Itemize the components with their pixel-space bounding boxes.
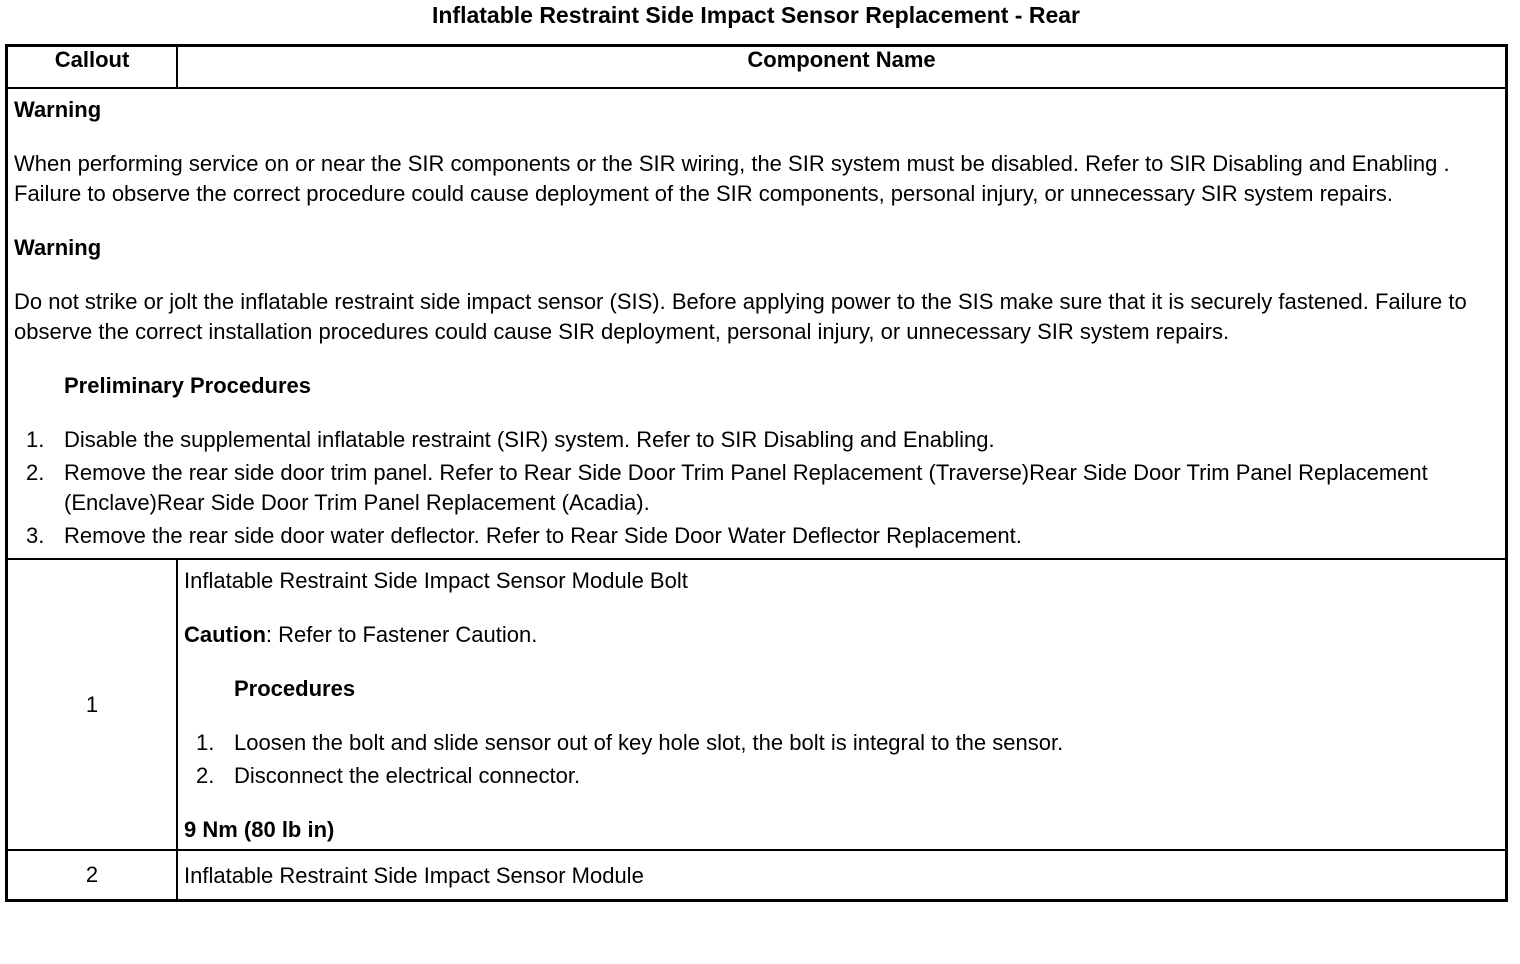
callout-number: 2 xyxy=(7,850,178,901)
step-number: 2. xyxy=(26,460,45,485)
procedure-steps xyxy=(184,728,1499,791)
header-callout: Callout xyxy=(7,46,178,89)
component-name: Inflatable Restraint Side Impact Sensor Module xyxy=(177,850,1507,901)
step-text: Remove the rear side door trim panel. Refer to Rear Side Door Trim Panel Replacement (Traverse)Rear Side Door Trim Panel Replacement (Enclave)Rear Side Door Trim Panel Replacement (Acadia). xyxy=(64,460,1428,515)
list-item xyxy=(14,458,1499,518)
procedure-table xyxy=(5,44,1508,902)
step-text: Remove the rear side door water deflector. Refer to Rear Side Door Water Deflector Replacement. xyxy=(64,523,1022,548)
warnings-row xyxy=(7,88,1507,559)
preliminary-steps xyxy=(14,425,1499,551)
caution-label: Caution xyxy=(184,622,266,647)
step-text: Disable the supplemental inflatable restraint (SIR) system. Refer to SIR Disabling and Enabling. xyxy=(64,427,995,452)
table-row xyxy=(7,559,1507,850)
caution-text: : Refer to Fastener Caution. xyxy=(265,622,538,647)
step-number: 2. xyxy=(196,763,215,788)
caution-line xyxy=(184,620,1499,650)
table-header-row xyxy=(7,46,1507,89)
step-text: Loosen the bolt and slide sensor out of key hole slot, the bolt is integral to the sensor. xyxy=(234,730,1064,755)
callout-number: 1 xyxy=(7,559,178,850)
list-item xyxy=(14,521,1499,551)
preliminary-heading: Preliminary Procedures xyxy=(64,373,312,398)
step-number: 1. xyxy=(26,427,45,452)
warning-heading: Warning xyxy=(14,97,102,122)
step-text: Disconnect the electrical connector. xyxy=(234,763,581,788)
warning-text: When performing service on or near the SIR components or the SIR wiring, the SIR system must be disabled. Refer to SIR Disabling and Enabling . Failure to observe the correct procedure could cause deployment of the SIR components, personal injury, or unnecessary SIR system repairs. xyxy=(14,151,1450,206)
list-item xyxy=(184,728,1499,758)
table-row xyxy=(7,850,1507,901)
component-name: Inflatable Restraint Side Impact Sensor Module Bolt xyxy=(184,568,688,593)
warning-text: Do not strike or jolt the inflatable restraint side impact sensor (SIS). Before applying power to the SIS make sure that it is securely fastened. Failure to observe the correct installation procedures could cause SIR deployment, personal injury, or unnecessary SIR system repairs. xyxy=(14,289,1467,344)
procedures-heading: Procedures xyxy=(234,676,356,701)
step-number: 1. xyxy=(196,730,215,755)
warning-heading: Warning xyxy=(14,235,102,260)
component-cell xyxy=(177,559,1507,850)
header-component-name: Component Name xyxy=(177,46,1507,89)
list-item xyxy=(184,761,1499,791)
warnings-cell xyxy=(7,88,1507,559)
torque-spec: 9 Nm (80 lb in) xyxy=(184,817,335,842)
list-item xyxy=(14,425,1499,455)
page-title: Inflatable Restraint Side Impact Sensor Replacement - Rear xyxy=(431,2,1081,28)
step-number: 3. xyxy=(26,523,45,548)
